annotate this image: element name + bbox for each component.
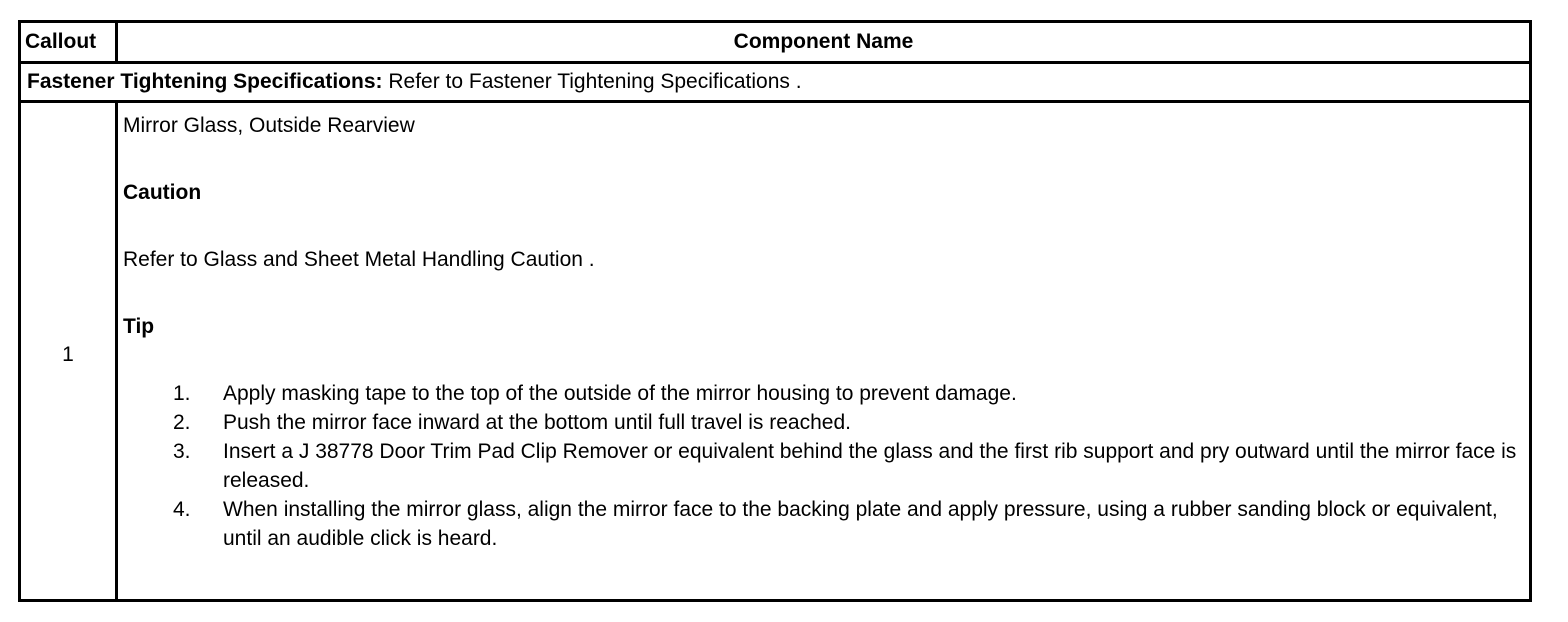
callout-cell <box>20 102 117 601</box>
list-item <box>123 379 1519 408</box>
step-number: 1. <box>173 382 191 405</box>
table-row <box>20 102 1531 601</box>
step-text: Push the mirror face inward at the bottom until full travel is reached. <box>223 411 851 434</box>
step-text: When installing the mirror glass, align the mirror face to the backing plate and apply pressure, using a rubber sanding block or equivalent, until an audible click is heard. <box>223 498 1498 550</box>
step-number: 2. <box>173 411 191 434</box>
tip-heading: Tip <box>123 315 155 338</box>
list-item <box>123 408 1519 437</box>
fastener-spec-text: Refer to Fastener Tightening Specifications . <box>382 70 802 93</box>
step-text: Insert a J 38778 Door Trim Pad Clip Remover or equivalent behind the glass and the first rib support and pry outward until the mirror face is released. <box>223 440 1517 492</box>
component-table <box>18 20 1532 602</box>
component-content-cell <box>117 102 1531 601</box>
table-header-row <box>20 22 1531 63</box>
caution-heading: Caution <box>123 181 202 204</box>
step-text: Apply masking tape to the top of the outside of the mirror housing to prevent damage. <box>223 382 1017 405</box>
step-number: 3. <box>173 440 191 463</box>
list-item <box>123 495 1519 553</box>
list-item <box>123 437 1519 495</box>
tip-steps-list <box>123 379 1519 553</box>
caution-text: Refer to Glass and Sheet Metal Handling Caution . <box>123 248 595 271</box>
fastener-spec-row <box>20 63 1531 102</box>
fastener-spec-label: Fastener Tightening Specifications: <box>27 70 383 93</box>
fastener-spec-cell <box>20 63 1531 102</box>
callout-column-header: Callout <box>20 22 117 63</box>
step-number: 4. <box>173 498 191 521</box>
callout-number: 1 <box>62 343 74 366</box>
component-name: Mirror Glass, Outside Rearview <box>123 114 415 137</box>
component-name-column-header: Component Name <box>117 22 1531 63</box>
